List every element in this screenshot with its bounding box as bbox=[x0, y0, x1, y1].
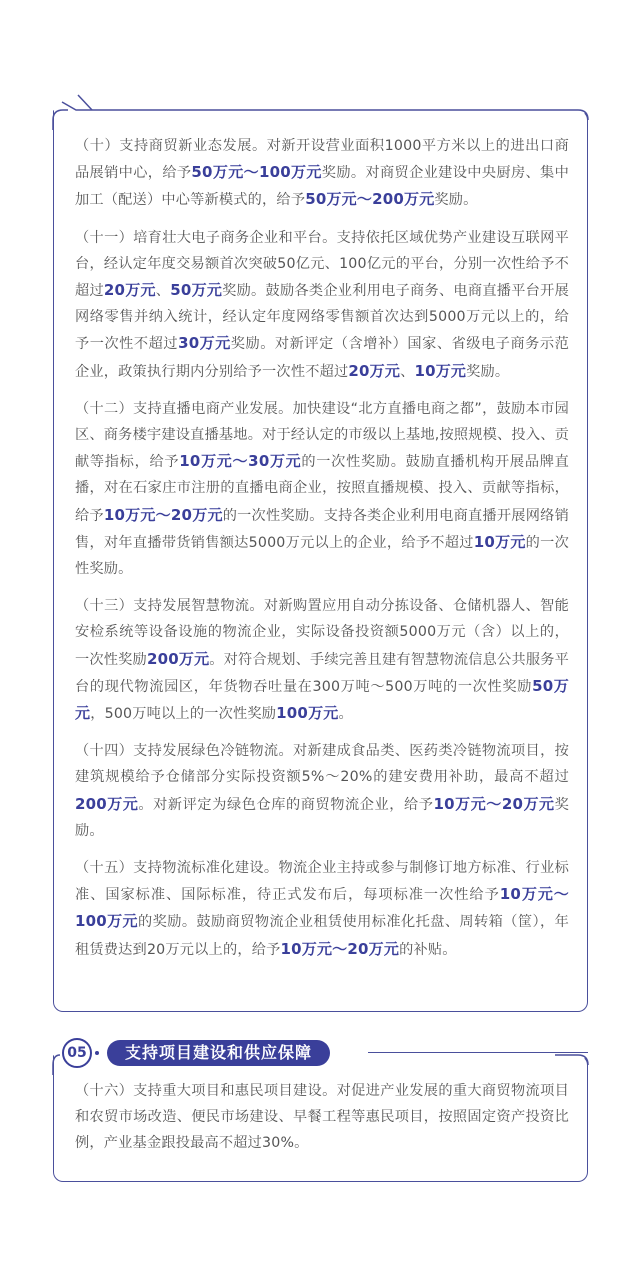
paragraph-text: 、 bbox=[400, 363, 415, 380]
highlight-amount: 10万元～20万元 bbox=[280, 939, 400, 958]
policy-paragraph bbox=[75, 133, 569, 214]
paragraph-text: （十）支持商贸新业态发展。对新开设营业面积1000平方米以上的进出口商品展销中心，给予 bbox=[75, 138, 569, 182]
policy-content-top bbox=[75, 133, 569, 974]
paragraph-text: 奖励。对商贸企业建设中央厨房、集中加工（配送）中心等新模式的，给予 bbox=[75, 165, 569, 209]
highlight-amount: 200万元 bbox=[146, 649, 210, 668]
paragraph-text: 的一次性奖励。鼓励直播机构开展品牌直播，对在石家庄市注册的直播电商企业，按照直播规模、投入、贡献等指标，给予 bbox=[75, 454, 569, 524]
paragraph-text: （十二）支持直播电商产业发展。加快建设“北方直播电商之都”，鼓励本市园区、商务楼宇建设直播基地。对于经认定的市级以上基地,按照规模、投入、贡献等指标，给予 bbox=[75, 400, 569, 471]
paragraph-text: 、 bbox=[155, 283, 171, 300]
paragraph-text: （十六）支持重大项目和惠民项目建设。对促进产业发展的重大商贸物流项目和农贸市场改造、便民市场建设、早餐工程等惠民项目，按照固定资产投资比例，产业基金跟投最高不超过30%。 bbox=[75, 1083, 569, 1152]
highlight-amount: 20万元 bbox=[103, 281, 156, 300]
paragraph-text: 奖励。鼓励各类企业利用电子商务、电商直播平台开展网络零售并纳入统计，经认定年度网络零售额首次达到5000万元以上的，给予一次性不超过 bbox=[75, 283, 569, 353]
highlight-amount: 10万元～30万元 bbox=[179, 452, 302, 471]
paragraph-text: ，500万吨以上的一次性奖励 bbox=[90, 706, 277, 723]
policy-paragraph bbox=[75, 593, 569, 727]
policy-paragraph bbox=[75, 225, 569, 385]
paragraph-text: 的一次性奖励。支持各类企业利用电商直播开展网络销售，对年直播带货销售额达5000万元以上的企业，给予不超过 bbox=[75, 507, 569, 551]
paragraph-text: （十三）支持发展智慧物流。对新购置应用自动分拣设备、仓储机器人、智能安检系统等设备设施的物流企业，实际设备投资额5000万元（含）以上的，一次性奖励 bbox=[75, 598, 569, 668]
policy-paragraph bbox=[75, 396, 569, 582]
policy-paragraph bbox=[75, 738, 569, 844]
paragraph-text: （十五）支持物流标准化建设。物流企业主持或参与制修订地方标准、行业标准、国家标准、国际标准，待正式发布后，每项标准一次性给予 bbox=[75, 860, 569, 904]
paragraph-text: 奖励。 bbox=[75, 796, 569, 839]
paragraph-text: 奖励。对新评定（含增补）国家、省级电子商务示范企业，政策执行期内分别给予一次性不超过 bbox=[75, 336, 570, 380]
paragraph-text: 奖励。 bbox=[466, 363, 510, 380]
policy-paragraph bbox=[75, 855, 569, 963]
highlight-amount: 30万元 bbox=[178, 334, 231, 353]
section-divider bbox=[368, 1052, 588, 1053]
policy-paragraph bbox=[75, 1078, 569, 1157]
paragraph-text: （十四）支持发展绿色冷链物流。对新建成食品类、医药类冷链物流项目，按建筑规模给予仓储部分实际投资额5%～20%的建安费用补助，最高不超过 bbox=[75, 743, 569, 786]
policy-content-bottom bbox=[75, 1078, 569, 1168]
paragraph-text: 的补贴。 bbox=[399, 941, 457, 958]
highlight-amount: 50万元 bbox=[170, 281, 223, 300]
paragraph-text: 。 bbox=[338, 706, 353, 723]
paragraph-text: 的一次性奖励。 bbox=[75, 534, 569, 578]
highlight-amount: 50万元 bbox=[75, 676, 569, 723]
highlight-amount: 10万元～20万元 bbox=[103, 505, 223, 524]
section-title: 支持项目建设和供应保障 bbox=[107, 1040, 330, 1066]
paragraph-text: 奖励。 bbox=[434, 192, 478, 209]
highlight-amount: 20万元 bbox=[348, 361, 401, 380]
section-number-badge: 05 bbox=[62, 1038, 92, 1068]
paragraph-text: 。对符合规划、手续完善且建有智慧物流信息公共服务平台的现代物流园区，年货物吞吐量在300万吨～500万吨的一次性奖励 bbox=[75, 651, 569, 695]
highlight-amount: 10万元 bbox=[473, 532, 526, 551]
paragraph-text: 。对新评定为绿色仓库的商贸物流企业，给予 bbox=[138, 796, 434, 813]
highlight-amount: 50万元～100万元 bbox=[191, 163, 322, 182]
highlight-amount: 10万元～20万元 bbox=[433, 794, 555, 813]
paragraph-text: 的奖励。鼓励商贸物流企业租赁使用标准化托盘、周转箱（筐），年租赁费达到20万元以上的，给予 bbox=[75, 914, 569, 958]
highlight-amount: 10万元～100万元 bbox=[75, 885, 570, 931]
highlight-amount: 100万元 bbox=[276, 704, 339, 723]
highlight-amount: 10万元 bbox=[414, 361, 467, 380]
paragraph-text: （十一）培育壮大电子商务企业和平台。支持依托区域优势产业建设互联网平台，经认定年度交易额首次突破50亿元、100亿元的平台，分别一次性给予不超过 bbox=[75, 229, 569, 300]
highlight-amount: 50万元～200万元 bbox=[305, 190, 435, 209]
highlight-amount: 200万元 bbox=[75, 794, 139, 813]
